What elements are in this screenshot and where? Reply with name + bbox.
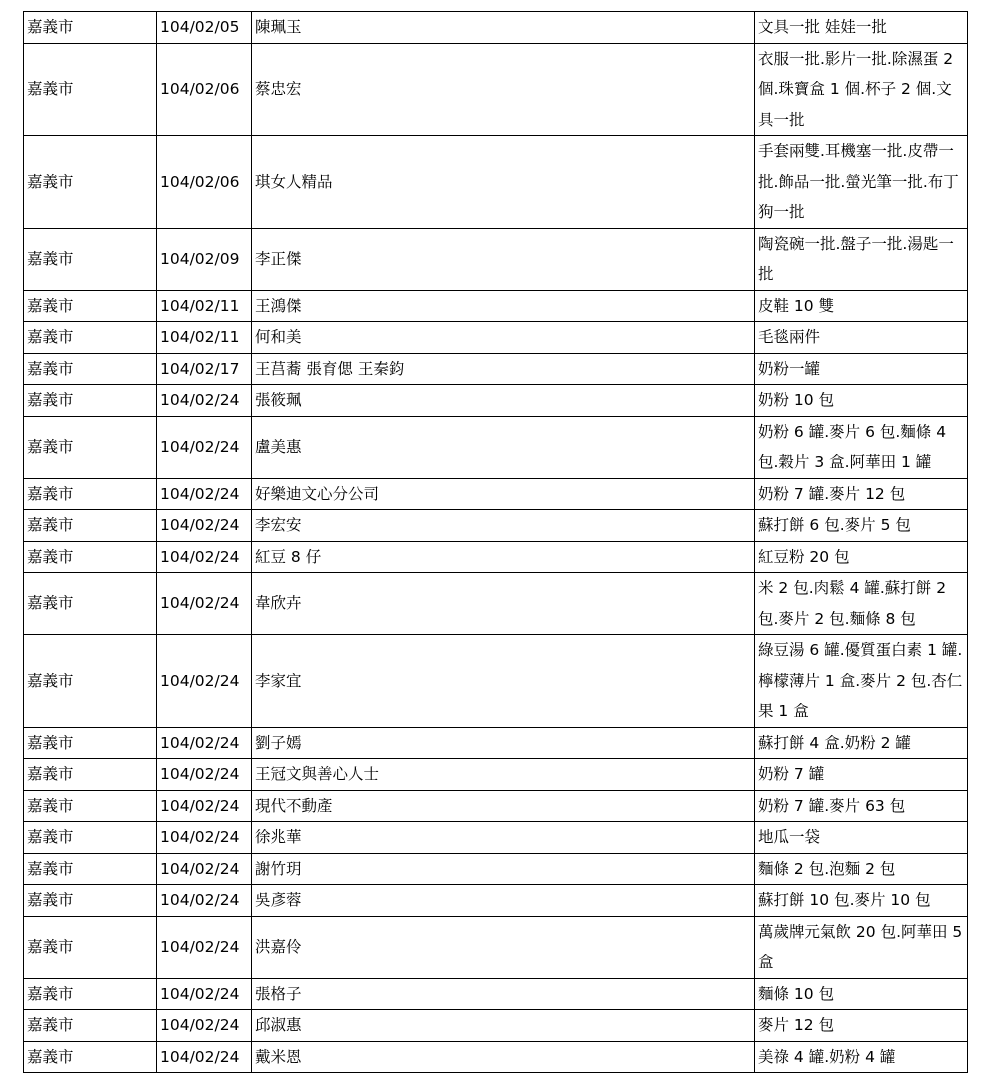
city-cell: 嘉義市 [24,978,157,1010]
donation-table [23,11,968,1073]
donor-cell: 王冠文與善心人士 [252,759,755,791]
city-cell: 嘉義市 [24,43,157,136]
items-cell: 蘇打餅 4 盒.奶粉 2 罐 [755,727,968,759]
items-cell: 麵條 2 包.泡麵 2 包 [755,853,968,885]
date-cell: 104/02/24 [157,885,252,917]
items-cell: 奶粉 6 罐.麥片 6 包.麵條 4 包.穀片 3 盒.阿華田 1 罐 [755,416,968,478]
city-cell: 嘉義市 [24,136,157,229]
table-row [24,43,968,136]
date-cell: 104/02/24 [157,853,252,885]
donor-cell: 徐兆華 [252,822,755,854]
items-cell: 奶粉 7 罐.麥片 12 包 [755,478,968,510]
donor-cell: 好樂迪文心分公司 [252,478,755,510]
items-cell: 蘇打餅 10 包.麥片 10 包 [755,885,968,917]
date-cell: 104/02/24 [157,385,252,417]
items-cell: 地瓜一袋 [755,822,968,854]
city-cell: 嘉義市 [24,353,157,385]
items-cell: 蘇打餅 6 包.麥片 5 包 [755,510,968,542]
table-row [24,478,968,510]
city-cell: 嘉義市 [24,727,157,759]
city-cell: 嘉義市 [24,12,157,44]
city-cell: 嘉義市 [24,290,157,322]
items-cell: 麥片 12 包 [755,1010,968,1042]
table-row [24,353,968,385]
table-row [24,510,968,542]
table-row [24,759,968,791]
date-cell: 104/02/06 [157,136,252,229]
donor-cell: 吳彥蓉 [252,885,755,917]
items-cell: 奶粉 7 罐 [755,759,968,791]
donor-cell: 邱淑惠 [252,1010,755,1042]
donor-cell: 紅豆 8 仔 [252,541,755,573]
date-cell: 104/02/24 [157,1041,252,1073]
items-cell: 米 2 包.肉鬆 4 罐.蘇打餅 2 包.麥片 2 包.麵條 8 包 [755,573,968,635]
date-cell: 104/02/17 [157,353,252,385]
items-cell: 紅豆粉 20 包 [755,541,968,573]
donor-cell: 張筱珮 [252,385,755,417]
items-cell: 萬歲牌元氣飲 20 包.阿華田 5 盒 [755,916,968,978]
donor-cell: 劉子嫣 [252,727,755,759]
city-cell: 嘉義市 [24,1010,157,1042]
date-cell: 104/02/24 [157,635,252,728]
table-row [24,416,968,478]
items-cell: 衣服一批.影片一批.除濕蛋 2 個.珠寶盒 1 個.杯子 2 個.文具一批 [755,43,968,136]
donor-cell: 王鴻傑 [252,290,755,322]
date-cell: 104/02/24 [157,790,252,822]
city-cell: 嘉義市 [24,635,157,728]
donor-cell: 蔡忠宏 [252,43,755,136]
donor-cell: 王莒蕎 張育偲 王秦鈞 [252,353,755,385]
items-cell: 奶粉 10 包 [755,385,968,417]
city-cell: 嘉義市 [24,385,157,417]
donor-cell: 陳珮玉 [252,12,755,44]
items-cell: 文具一批 娃娃一批 [755,12,968,44]
table-row [24,916,968,978]
table-row [24,12,968,44]
city-cell: 嘉義市 [24,916,157,978]
city-cell: 嘉義市 [24,885,157,917]
donor-cell: 琪女人精品 [252,136,755,229]
donor-cell: 戴米恩 [252,1041,755,1073]
donor-cell: 現代不動產 [252,790,755,822]
city-cell: 嘉義市 [24,228,157,290]
items-cell: 手套兩雙.耳機塞一批.皮帶一批.飾品一批.螢光筆一批.布丁狗一批 [755,136,968,229]
date-cell: 104/02/24 [157,978,252,1010]
donor-cell: 李宏安 [252,510,755,542]
items-cell: 綠豆湯 6 罐.優質蛋白素 1 罐.檸檬薄片 1 盒.麥片 2 包.杏仁果 1 盒 [755,635,968,728]
table-row [24,228,968,290]
items-cell: 皮鞋 10 雙 [755,290,968,322]
donor-cell: 洪嘉伶 [252,916,755,978]
table-row [24,385,968,417]
table-row [24,136,968,229]
table-row [24,727,968,759]
items-cell: 奶粉 7 罐.麥片 63 包 [755,790,968,822]
table-row [24,790,968,822]
table-row [24,1041,968,1073]
city-cell: 嘉義市 [24,822,157,854]
donor-cell: 李家宜 [252,635,755,728]
table-row [24,635,968,728]
table-row [24,322,968,354]
table-row [24,885,968,917]
date-cell: 104/02/11 [157,322,252,354]
date-cell: 104/02/24 [157,916,252,978]
table-row [24,290,968,322]
city-cell: 嘉義市 [24,478,157,510]
items-cell: 毛毯兩件 [755,322,968,354]
city-cell: 嘉義市 [24,510,157,542]
date-cell: 104/02/09 [157,228,252,290]
date-cell: 104/02/24 [157,759,252,791]
date-cell: 104/02/06 [157,43,252,136]
table-row [24,541,968,573]
items-cell: 奶粉一罐 [755,353,968,385]
items-cell: 陶瓷碗一批.盤子一批.湯匙一批 [755,228,968,290]
date-cell: 104/02/24 [157,1010,252,1042]
city-cell: 嘉義市 [24,416,157,478]
table-row [24,853,968,885]
donor-cell: 韋欣卉 [252,573,755,635]
donor-cell: 李正傑 [252,228,755,290]
donor-cell: 盧美惠 [252,416,755,478]
date-cell: 104/02/24 [157,510,252,542]
items-cell: 美祿 4 罐.奶粉 4 罐 [755,1041,968,1073]
date-cell: 104/02/24 [157,478,252,510]
city-cell: 嘉義市 [24,573,157,635]
city-cell: 嘉義市 [24,1041,157,1073]
table-row [24,978,968,1010]
table-row [24,573,968,635]
city-cell: 嘉義市 [24,322,157,354]
date-cell: 104/02/11 [157,290,252,322]
table-row [24,822,968,854]
date-cell: 104/02/24 [157,416,252,478]
table-row [24,1010,968,1042]
date-cell: 104/02/05 [157,12,252,44]
city-cell: 嘉義市 [24,790,157,822]
donor-cell: 謝竹玥 [252,853,755,885]
date-cell: 104/02/24 [157,541,252,573]
city-cell: 嘉義市 [24,759,157,791]
city-cell: 嘉義市 [24,853,157,885]
date-cell: 104/02/24 [157,822,252,854]
date-cell: 104/02/24 [157,727,252,759]
city-cell: 嘉義市 [24,541,157,573]
donor-cell: 何和美 [252,322,755,354]
donor-cell: 張格子 [252,978,755,1010]
date-cell: 104/02/24 [157,573,252,635]
items-cell: 麵條 10 包 [755,978,968,1010]
donation-table-body [24,12,968,1073]
